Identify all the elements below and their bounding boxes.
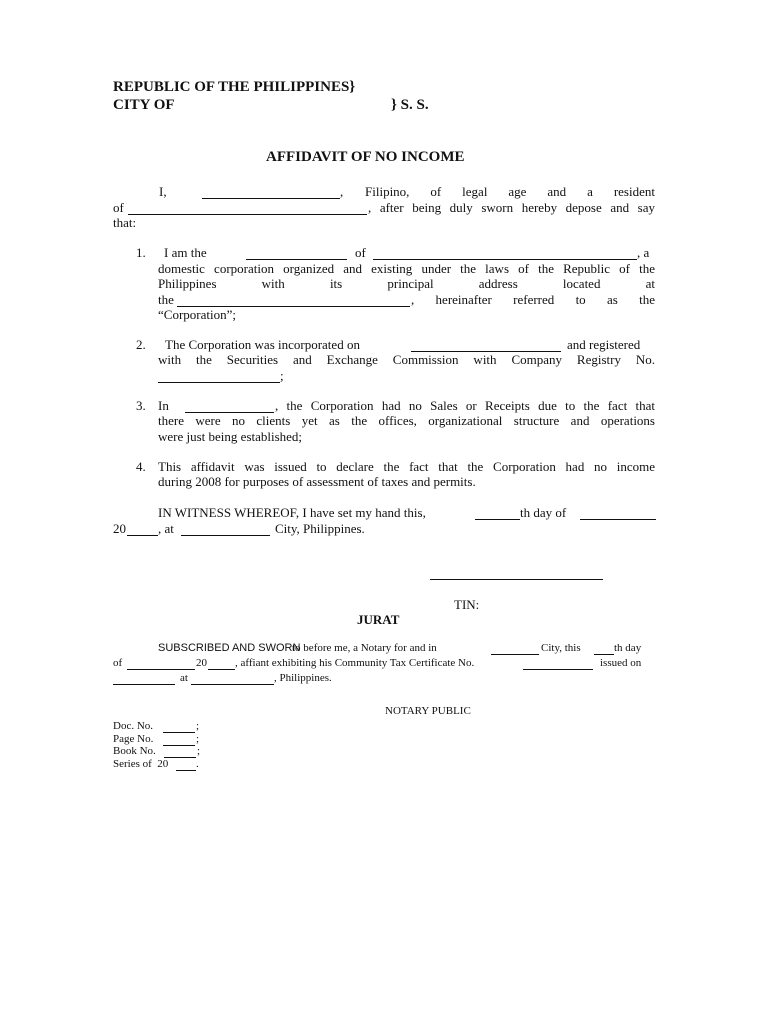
residence-blank	[128, 203, 367, 215]
item2-semicolon: ;	[280, 368, 284, 383]
jurat-philippines: , Philippines.	[274, 672, 332, 684]
item3-in: In	[158, 398, 169, 413]
book-no-end: ;	[197, 745, 201, 757]
jurat-year-blank	[208, 658, 235, 670]
jurat-day-blank	[594, 643, 614, 655]
series-blank	[176, 759, 196, 771]
ctc-number-blank	[523, 658, 593, 670]
address-blank	[177, 295, 410, 307]
year-blank	[185, 401, 274, 413]
item1-the: the	[158, 292, 174, 307]
item-number: 1.	[136, 245, 146, 260]
corporation-name-blank	[373, 248, 637, 260]
item1-corporation: “Corporation”;	[158, 307, 236, 322]
doc-no-end: ;	[196, 720, 200, 732]
intro-of: of	[113, 200, 124, 215]
jurat-of: of	[113, 657, 123, 669]
jurat-city-blank	[491, 643, 539, 655]
incorporation-date-blank	[411, 340, 561, 352]
doc-no-label: Doc. No.	[113, 720, 154, 732]
item3-line1: , the Corporation had no Sales or Receipts due to the fact that	[275, 398, 655, 413]
jurat-title: JURAT	[357, 612, 400, 627]
jurat-subscribed: SUBSCRIBED AND SWORN	[158, 642, 301, 654]
page-no-end: ;	[196, 733, 200, 745]
witness-text: IN WITNESS WHEREOF, I have set my hand this,	[158, 505, 426, 520]
book-no-label: Book No.	[113, 745, 156, 757]
item-number: 3.	[136, 398, 146, 413]
item1-i-am-the: I am the	[164, 245, 207, 260]
witness-at: , at	[158, 521, 174, 536]
book-no-blank	[164, 746, 196, 758]
month-blank	[580, 508, 656, 520]
item2-incorporated: The Corporation was incorporated on	[165, 337, 360, 352]
intro-comma: ,	[340, 184, 344, 199]
page-no-blank	[163, 734, 195, 746]
witness-city: City, Philippines.	[275, 521, 365, 536]
position-blank	[246, 248, 347, 260]
item1-line3: Philippines with its principal address located at	[158, 276, 655, 291]
notary-public-label: NOTARY PUBLIC	[385, 705, 471, 717]
item1-of: of	[355, 245, 366, 260]
ctc-place-blank	[191, 673, 274, 685]
intro-that: that:	[113, 215, 137, 230]
jurat-20: 20	[196, 657, 207, 669]
witness-year-blank	[127, 524, 158, 536]
jurat-city-this: City, this	[541, 642, 581, 654]
item1-line2: domestic corporation organized and existing under the laws of the Republic of the	[158, 261, 655, 276]
series-label: Series of 20	[113, 758, 169, 770]
jurat-month-blank	[127, 658, 195, 670]
intro-deposition: , after being duly sworn hereby depose and say	[368, 200, 655, 215]
item-number: 4.	[136, 459, 146, 474]
item1-hereinafter: , hereinafter referred to as the	[411, 292, 655, 307]
registry-number-blank	[158, 371, 280, 383]
header-ss: } S. S.	[391, 97, 429, 113]
jurat-th-day: th day	[614, 642, 642, 654]
name-blank	[202, 187, 340, 199]
jurat-before-me: to before me, a Notary for and in	[292, 642, 437, 654]
intro-i: I,	[159, 184, 167, 199]
item3-line2: there were no clients yet as the offices, organizational structure and operations	[158, 413, 655, 428]
intro-filipino: Filipino, of legal age and a resident	[365, 184, 655, 199]
witness-th-day: th day of	[520, 505, 567, 520]
witness-20: 20	[113, 521, 126, 536]
document-title: AFFIDAVIT OF NO INCOME	[266, 149, 465, 165]
jurat-at: at	[180, 672, 188, 684]
doc-no-blank	[163, 721, 195, 733]
series-end: .	[196, 758, 199, 770]
item4-line1: This affidavit was issued to declare the fact that the Corporation had no income	[158, 459, 655, 474]
item2-registered: and registered	[567, 337, 641, 352]
jurat-issued-on: issued on	[600, 657, 642, 669]
page-no-label: Page No.	[113, 733, 154, 745]
ctc-date-blank	[113, 673, 175, 685]
signature-line	[430, 579, 603, 580]
jurat-affiant: , affiant exhibiting his Community Tax Certificate No.	[235, 657, 475, 669]
item4-line2: during 2008 for purposes of assessment of taxes and permits.	[158, 474, 476, 489]
day-blank	[475, 508, 520, 520]
header-republic: REPUBLIC OF THE PHILIPPINES}	[113, 79, 356, 95]
item3-line3: were just being established;	[158, 429, 303, 444]
witness-city-blank	[181, 524, 270, 536]
header-city-label: CITY OF	[113, 97, 175, 113]
tin-label: TIN:	[454, 597, 480, 612]
item1-a: , a	[637, 245, 650, 260]
item2-line2: with the Securities and Exchange Commission with Company Registry No.	[158, 352, 655, 367]
item-number: 2.	[136, 337, 146, 352]
